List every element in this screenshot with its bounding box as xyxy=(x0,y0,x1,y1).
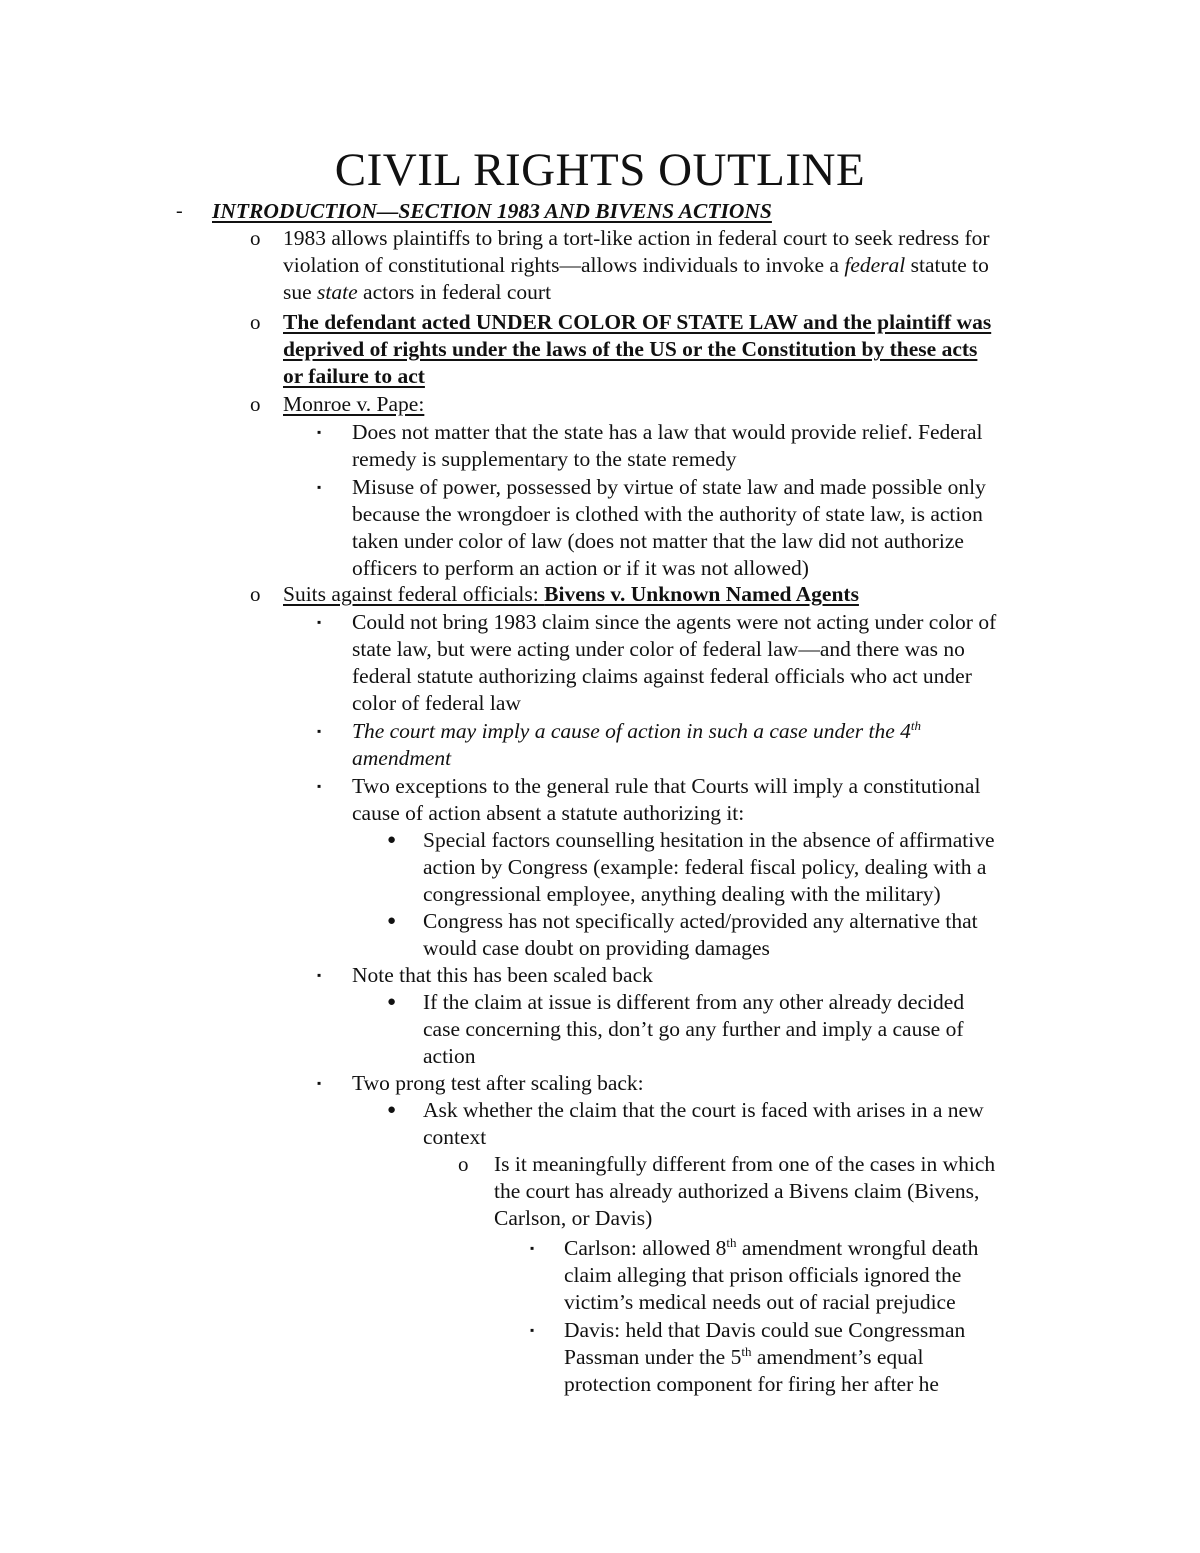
text-line: Two prong test after scaling back: xyxy=(352,1071,644,1095)
list-item xyxy=(352,419,982,473)
list-item xyxy=(352,773,980,827)
text-line: action by Congress (example: federal fiscal policy, dealing with a xyxy=(423,855,987,879)
superscript: th xyxy=(726,1235,737,1250)
square-bullet: ▪ xyxy=(317,779,322,793)
superscript: th xyxy=(910,718,922,733)
text-span: actors in federal court xyxy=(357,280,552,304)
list-item xyxy=(494,1151,995,1232)
list-item xyxy=(423,827,995,908)
square-bullet: ▪ xyxy=(530,1241,535,1255)
text-line: amendment xyxy=(352,746,452,770)
square-bullet: ▪ xyxy=(317,615,322,629)
text-line: Two exceptions to the general rule that Courts will imply a constitutional xyxy=(352,774,981,798)
text-line: Congress has not specifically acted/provided any alternative that xyxy=(423,909,978,933)
square-bullet: ▪ xyxy=(530,1323,535,1337)
list-item-elements xyxy=(283,309,991,390)
document-title: CIVIL RIGHTS OUTLINE xyxy=(334,144,866,196)
text-line: action xyxy=(423,1044,476,1068)
text-line: Misuse of power, possessed by virtue of state law and made possible only xyxy=(352,475,986,499)
text-line: Monroe v. Pape: xyxy=(283,392,425,416)
text-line: remedy is supplementary to the state remedy xyxy=(352,447,737,471)
section-heading xyxy=(212,198,772,225)
dash-bullet: - xyxy=(176,200,183,222)
text-line: or failure to act xyxy=(283,364,425,388)
circle-bullet: o xyxy=(250,582,261,606)
text-line: cause of action absent a statute authorizing it: xyxy=(352,801,745,825)
text-line: Carlson, or Davis) xyxy=(494,1206,653,1230)
dot-bullet: ● xyxy=(387,1102,397,1118)
text-line: Does not matter that the state has a law that would provide relief. Federal xyxy=(352,420,983,444)
case-heading-monroe xyxy=(283,391,424,418)
circle-bullet: o xyxy=(250,226,261,250)
text-span: amendment’s equal xyxy=(751,1345,924,1369)
case-name-bivens: Bivens v. Unknown Named Agents xyxy=(544,582,859,606)
text-line: Davis: held that Davis could sue Congressman xyxy=(564,1318,966,1342)
text-line: Is it meaningfully different from one of the cases in which xyxy=(494,1152,996,1176)
list-item xyxy=(352,474,986,582)
text-line: Ask whether the claim that the court is faced with arises in a new xyxy=(423,1098,984,1122)
list-item xyxy=(564,1317,965,1398)
text-line: context xyxy=(423,1125,487,1149)
superscript: th xyxy=(741,1344,752,1359)
list-item xyxy=(352,1070,644,1097)
text-span: amendment wrongful death xyxy=(736,1236,979,1260)
dot-bullet: ● xyxy=(387,994,397,1010)
text-line: taken under color of law (does not matter that the law did not authorize xyxy=(352,529,964,553)
text-line xyxy=(564,1344,965,1371)
case-heading-bivens xyxy=(283,581,859,608)
text-span: Carlson: allowed 8 xyxy=(564,1236,727,1260)
text-line: the court has already authorized a Bivens claim (Bivens, xyxy=(494,1179,980,1203)
text-line xyxy=(283,252,990,279)
text-line: The defendant acted UNDER COLOR OF STATE LAW and the plaintiff was xyxy=(283,310,992,334)
intro-heading: INTRODUCTION—SECTION 1983 AND BIVENS ACTIONS xyxy=(212,199,772,223)
circle-bullet: o xyxy=(250,392,261,416)
text-line: victim’s medical needs out of racial prejudice xyxy=(564,1290,956,1314)
square-bullet: ▪ xyxy=(317,1076,322,1090)
text-line: deprived of rights under the laws of the US or the Constitution by these acts xyxy=(283,337,978,361)
list-item xyxy=(352,962,653,989)
text-span: Passman under the 5 xyxy=(564,1345,742,1369)
text-line: Could not bring 1983 claim since the agents were not acting under color of xyxy=(352,610,997,634)
text-line: If the claim at issue is different from any other already decided xyxy=(423,990,965,1014)
text-span: Suits against federal officials: xyxy=(283,582,545,606)
circle-bullet: o xyxy=(250,310,261,334)
list-item xyxy=(423,989,964,1070)
dot-bullet: ● xyxy=(387,832,397,848)
text-line: case concerning this, don’t go any further and imply a cause of xyxy=(423,1017,964,1041)
text-line xyxy=(283,279,990,306)
list-item-1983 xyxy=(283,225,990,306)
text-line: claim alleging that prison officials ignored the xyxy=(564,1263,962,1287)
text-line: 1983 allows plaintiffs to bring a tort-like action in federal court to seek redress for xyxy=(283,226,990,250)
text-line: Note that this has been scaled back xyxy=(352,963,653,987)
text-line: federal statute authorizing claims against federal officials who act under xyxy=(352,664,972,688)
text-line: congressional employee, anything dealing with the military) xyxy=(423,882,941,906)
emphasis-state: state xyxy=(317,280,358,304)
text-line: officers to perform an action or if it was not allowed) xyxy=(352,556,809,580)
text-line xyxy=(564,1235,978,1262)
text-line: Special factors counselling hesitation in the absence of affirmative xyxy=(423,828,995,852)
dot-bullet: ● xyxy=(387,913,397,929)
list-item xyxy=(423,908,978,962)
text-line: protection component for firing her after he xyxy=(564,1372,939,1396)
text-span: The court may imply a cause of action in such a case under the 4 xyxy=(352,719,911,743)
list-item xyxy=(352,609,996,717)
list-item xyxy=(352,718,921,772)
text-span: violation of constitutional rights—allows individuals to invoke a xyxy=(283,253,845,277)
circle-bullet: o xyxy=(458,1152,469,1176)
square-bullet: ▪ xyxy=(317,480,322,494)
list-item xyxy=(564,1235,978,1316)
text-line: would case doubt on providing damages xyxy=(423,936,770,960)
text-span: sue xyxy=(283,280,318,304)
square-bullet: ▪ xyxy=(317,968,322,982)
text-span: statute to xyxy=(905,253,989,277)
square-bullet: ▪ xyxy=(317,724,322,738)
text-line: color of federal law xyxy=(352,691,521,715)
text-line: because the wrongdoer is clothed with the authority of state law, is action xyxy=(352,502,983,526)
list-item xyxy=(423,1097,984,1151)
text-line: state law, but were acting under color of federal law—and there was no xyxy=(352,637,965,661)
emphasis-federal: federal xyxy=(844,253,906,277)
text-line xyxy=(283,581,859,608)
square-bullet: ▪ xyxy=(317,425,322,439)
text-line xyxy=(352,718,921,745)
